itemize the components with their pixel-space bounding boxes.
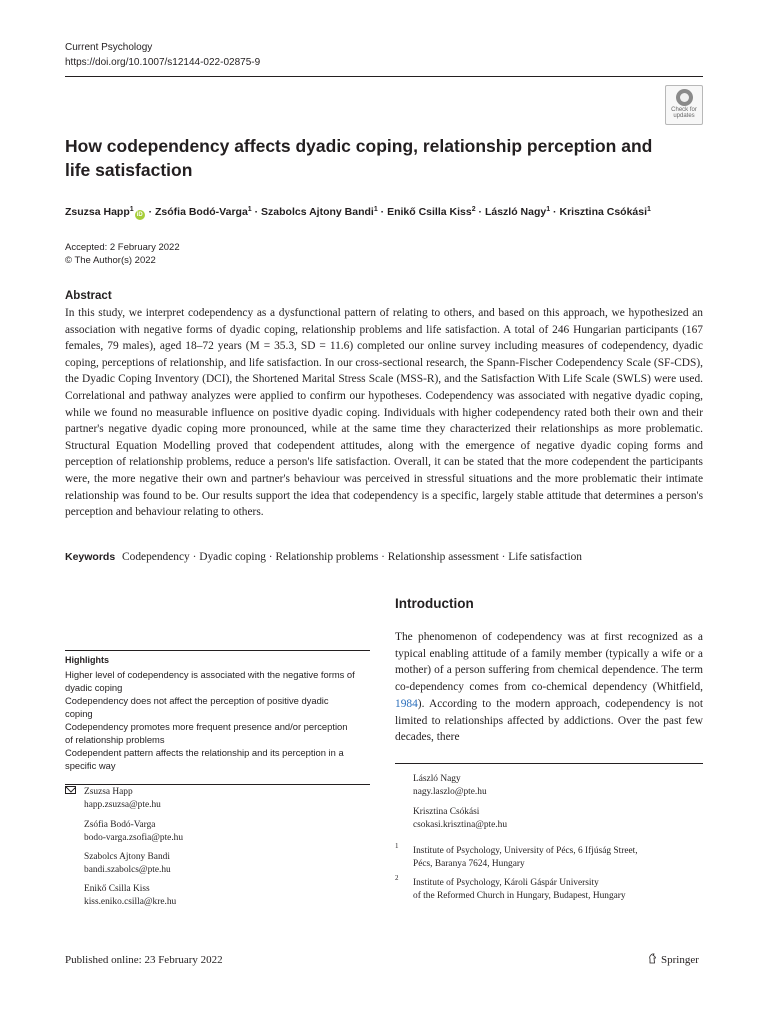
author-affiliation-marker: 2 xyxy=(471,206,476,213)
accepted-date: Accepted: 2 February 2022 xyxy=(65,242,180,253)
affiliation-line: of the Reformed Church in Hungary, Budapest, Hungary xyxy=(413,891,626,901)
abstract-text: In this study, we interpret codependency as a dysfunctional pattern of relating to others, and based on this approach, we hypothesized an association with negative forms of dyadic coping, relationship problems and life satisfaction. A total of 246 Hungarian participants (167 females, 79 males), aged 18–72 years (M = 35.3, SD = 11.6) completed our online survey including measures of codependency, dyadic coping, perceptions of relationship, and life satisfaction. In our cross-sectional research, the Spann-Fischer Codependency Scale (SF-CDS), the Dyadic Coping Inventory (DCI), the Shortened Marital Stress Scale (MSS-R), and the Satisfaction With Life Scale (SWLS) were used. Correlational and pathway analyzes were applied to confirm our hypotheses. Codependency was associated with negative dyadic coping, while we found no measurable influence on positive dyadic coping. Individuals with higher codependency rated both their own and their partner's negative dyadic coping more pronounced, while at the same time they characterized their relationships as more problematic. Structural Equation Modelling proved that codependent attitudes, along with the emergence of negative dyadic coping forms and perception of relationship problems, reduce a person's life satisfaction. Overall, it can be stated that the more codependent the participants were, the more negative their own and partner's behaviour was perceived in stressful situations and the more problematic their intimate relationship was found to be. Our results support the idea that codependency is a specific, largely stable attitude that determines a person's perception and behaviour relating to others. xyxy=(65,307,703,519)
highlights-heading: Highlights xyxy=(65,655,109,665)
contact-name: Enikő Csilla Kiss xyxy=(84,884,150,894)
author-separator: · xyxy=(550,206,560,218)
contact-name: László Nagy xyxy=(413,774,461,784)
doi-link[interactable]: https://doi.org/10.1007/s12144-022-02875-9 xyxy=(65,57,261,68)
affiliation-number: 2 xyxy=(395,874,399,882)
affiliation-number: 1 xyxy=(395,842,399,850)
intro-text-part-2: ). According to the modern approach, codependency is not limited to relationships affected by addictions. Over the past few decades, there xyxy=(395,697,703,744)
author-affiliation-marker: 1 xyxy=(647,206,651,213)
journal-header xyxy=(65,40,260,70)
highlight-item: Higher level of codependency is associated with the negative forms of dyadic coping xyxy=(65,669,355,693)
affiliation-line: Institute of Psychology, University of Pécs, 6 Ifjúság Street, xyxy=(413,846,638,856)
check-updates-icon xyxy=(676,89,693,106)
author-separator: · xyxy=(251,206,262,218)
highlight-item: Codependent pattern affects the relationship and its perception in a specific way xyxy=(65,747,344,771)
contact-entry xyxy=(413,773,487,798)
published-date: Published online: 23 February 2022 xyxy=(65,954,223,966)
author-name[interactable]: Szabolcs Ajtony Bandi xyxy=(261,206,374,218)
contact-entry xyxy=(84,883,176,908)
keywords-label: Keywords xyxy=(65,551,116,563)
affiliation-line: Institute of Psychology, Károli Gáspár University xyxy=(413,878,599,888)
badge-line-1: Check for xyxy=(671,107,697,113)
contact-entry xyxy=(413,806,507,831)
author-name[interactable]: Krisztina Csókási xyxy=(559,206,648,218)
contact-entry xyxy=(84,851,171,876)
contact-name: Zsófia Bodó-Varga xyxy=(84,820,156,830)
affiliation-line: Pécs, Baranya 7624, Hungary xyxy=(413,859,525,869)
citation-link[interactable]: 1984 xyxy=(395,697,418,710)
author-name[interactable]: Enikő Csilla Kiss xyxy=(387,206,472,218)
publisher-name: Springer xyxy=(661,954,699,966)
header-rule xyxy=(65,76,703,77)
introduction-heading: Introduction xyxy=(395,596,474,611)
springer-horse-icon xyxy=(648,953,657,964)
author-list xyxy=(65,202,705,220)
publisher-logo xyxy=(648,953,699,966)
contact-name: Szabolcs Ajtony Bandi xyxy=(84,852,170,862)
contact-rule-right xyxy=(395,763,703,764)
highlight-item: Codependency promotes more frequent presence and/or perception of relationship problems xyxy=(65,721,348,745)
affiliation-text xyxy=(413,845,713,871)
abstract-heading: Abstract xyxy=(65,290,112,302)
highlights-rule xyxy=(65,650,370,651)
contact-entry xyxy=(84,819,183,844)
author-affiliation-marker: 1 xyxy=(546,206,551,213)
author-affiliation-marker: 1 xyxy=(129,206,134,213)
contact-email[interactable]: bodo-varga.zsofia@pte.hu xyxy=(84,832,184,843)
intro-text-part-1: The phenomenon of codependency was at first recognized as a typical enabling attitude of a family member (typically a wife or a mother) of a person suffering from chemical dependence. The term co-dependency comes from co-chemical dependency (Whitfield, xyxy=(395,631,703,694)
author-affiliation-marker: 1 xyxy=(247,206,252,213)
author-separator: · xyxy=(377,206,388,218)
highlights-list xyxy=(65,668,355,772)
copyright-line: © The Author(s) 2022 xyxy=(65,255,156,266)
affiliation-text xyxy=(413,877,713,903)
contact-email[interactable]: csokasi.krisztina@pte.hu xyxy=(413,819,508,830)
contact-rule-left xyxy=(65,784,370,785)
author-name[interactable]: László Nagy xyxy=(484,206,547,218)
author-name[interactable]: Zsuzsa Happ xyxy=(65,206,130,218)
contact-entry xyxy=(84,786,161,811)
contact-name: Zsuzsa Happ xyxy=(84,787,133,797)
keywords-items: Codependency · Dyadic coping · Relationship problems · Relationship assessment · Life satisfaction xyxy=(122,551,582,563)
author-affiliation-marker: 1 xyxy=(373,206,378,213)
badge-line-2: updates xyxy=(673,113,695,119)
author-separator: · xyxy=(145,206,156,218)
contact-email[interactable]: bandi.szabolcs@pte.hu xyxy=(84,864,171,875)
contact-email[interactable]: happ.zsuzsa@pte.hu xyxy=(84,799,161,810)
contact-name: Krisztina Csókási xyxy=(413,807,480,817)
contact-email[interactable]: kiss.eniko.csilla@kre.hu xyxy=(84,896,177,907)
orcid-icon[interactable]: iD xyxy=(136,212,143,218)
author-name[interactable]: Zsófia Bodó-Varga xyxy=(155,206,248,218)
envelope-icon xyxy=(65,786,76,794)
journal-name: Current Psychology xyxy=(65,42,153,53)
highlight-item: Codependency does not affect the perception of positive dyadic coping xyxy=(65,695,329,719)
keywords-line xyxy=(65,549,705,565)
author-separator: · xyxy=(475,206,485,218)
contact-email[interactable]: nagy.laszlo@pte.hu xyxy=(413,786,487,797)
article-title: How codependency affects dyadic coping, relationship perception and life satisfaction xyxy=(65,136,653,180)
check-for-updates-badge[interactable] xyxy=(665,85,703,125)
introduction-text xyxy=(395,629,703,746)
article-dates xyxy=(65,241,180,267)
